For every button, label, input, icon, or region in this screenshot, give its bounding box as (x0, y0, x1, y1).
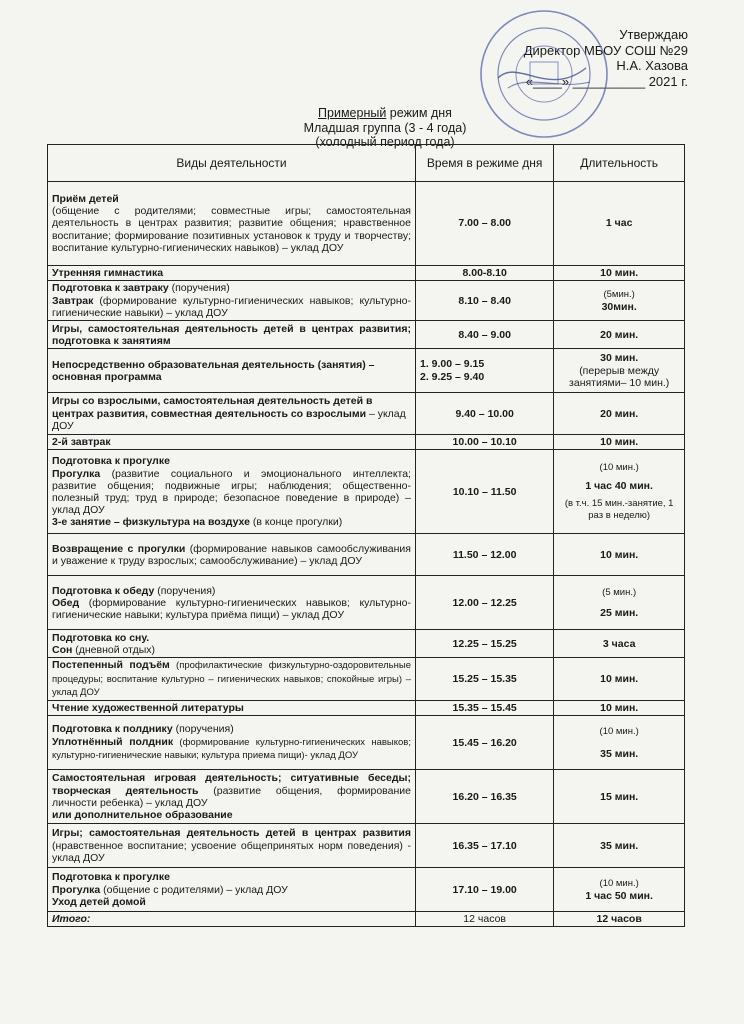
duration-cell: 35 мин. (554, 824, 685, 868)
duration-cell: 15 мин. (554, 770, 685, 824)
activity-cell: Чтение художественной литературы (48, 701, 416, 716)
time-cell: 9.40 – 10.00 (415, 393, 553, 435)
table-row (48, 824, 685, 868)
total-time: 12 часов (415, 912, 553, 927)
doc-period: (холодный период года) (315, 135, 455, 149)
activity-title-3: или дополнительное образование (52, 808, 233, 821)
activity-cell (48, 868, 416, 912)
activity-desc: (общение с родителями) – уклад ДОУ (100, 883, 288, 896)
activity-title-2: Обед (52, 596, 80, 609)
header-activity: Виды деятельности (48, 145, 416, 182)
duration-cell: 10 мин. (554, 701, 685, 716)
activity-title-2: Сон (52, 643, 73, 656)
duration-cell (554, 450, 685, 534)
activity-title-2: Прогулка (52, 883, 101, 896)
activity-cell (48, 770, 416, 824)
activity-cell (48, 824, 416, 868)
total-duration: 12 часов (554, 912, 685, 927)
duration-cell: 20 мин. (554, 393, 685, 435)
activity-note: (поручения) (168, 282, 230, 295)
activity-title: Подготовка к прогулке (52, 455, 170, 468)
activity-title: Самостоятельная игровая деятельность; ситуативные беседы; творческая деятельность (52, 772, 411, 797)
table-row (48, 266, 685, 281)
duration-cell (554, 868, 685, 912)
table-row (48, 658, 685, 701)
activity-cell (48, 182, 416, 266)
activity-title: Подготовка к прогулке (52, 871, 170, 884)
doc-title-rest: режим дня (386, 106, 452, 120)
table-row (48, 868, 685, 912)
activity-title-2: Завтрак (52, 294, 94, 307)
time-cell: 8.40 – 9.00 (415, 321, 553, 349)
duration-prep: (5мин.) (603, 288, 635, 300)
table-row (48, 576, 685, 630)
activity-desc: (формирование культурно-гигиенических навыков; культурно-гигиенические навыки; культура приема пищи)- уклад ДОУ (52, 736, 411, 761)
time-cell: 10.10 – 11.50 (415, 450, 553, 534)
activity-cell (48, 450, 416, 534)
total-row (48, 912, 685, 927)
time-cell: 8.10 – 8.40 (415, 281, 553, 321)
activity-desc: (развитие социального и эмоционального интеллекта; развитие общения; подвижные игры; наблюдения; общественно-полезный труд; труд в природе; безопасное поведение в природе) – уклад ДОУ (52, 467, 411, 517)
duration-prep: (10 мин.) (599, 461, 639, 473)
duration-main: 30мин. (601, 300, 637, 313)
time-cell: 8.00-8.10 (415, 266, 553, 281)
approval-director: Директор МБОУ СОШ №29 (523, 42, 688, 58)
activity-note: (поручения) (154, 584, 216, 597)
lesson-time-2: 2. 9.25 – 9.40 (419, 370, 485, 383)
duration-cell: 3 часа (554, 630, 685, 658)
duration-prep: (10 мин.) (599, 725, 639, 737)
table-row (48, 349, 685, 393)
activity-title: Возвращение с прогулки (52, 542, 186, 555)
time-cell: 11.50 – 12.00 (415, 534, 553, 576)
time-cell: 17.10 – 19.00 (415, 868, 553, 912)
duration-prep: (5 мин.) (602, 586, 637, 598)
activity-desc: (профилактические физкультурно-оздоровительные процедуры; воспитание культурно – гигиенических навыков; спокойные игры) – уклад ДОУ (52, 660, 411, 698)
duration-main: 1 час 40 мин. (585, 479, 653, 492)
approval-line: Утверждаю (619, 27, 688, 42)
schedule-table (47, 144, 685, 927)
time-cell: 12.00 – 12.25 (415, 576, 553, 630)
activity-desc: (развитие общения, формирование личности ребенка) – уклад ДОУ (52, 784, 411, 809)
duration-main: 25 мин. (600, 606, 639, 619)
activity-title: Подготовка к завтраку (52, 282, 169, 295)
time-cell: 16.35 – 17.10 (415, 824, 553, 868)
activity-note: (в конце прогулки) (249, 516, 343, 529)
activity-title-2: Уплотнённый полдник (52, 735, 174, 748)
duration-cell (554, 349, 685, 393)
activity-title-3: 3-е занятие – физкультура на воздухе (52, 516, 250, 529)
table-row (48, 182, 685, 266)
activity-title: Постепенный подъём (52, 659, 170, 672)
activity-title: Приём детей (52, 192, 119, 205)
total-label: Итого: (48, 912, 416, 927)
approval-date-blank: «____» __________ (525, 73, 646, 89)
approval-year: 2021 г. (648, 73, 688, 89)
time-cell (415, 349, 553, 393)
activity-title: Игры со взрослыми, самостоятельная деятельность детей в центрах развития, совместная деятельность со взрослыми (52, 395, 373, 420)
duration-cell (554, 576, 685, 630)
activity-title-2: Прогулка (52, 467, 101, 480)
duration-cell: 20 мин. (554, 321, 685, 349)
table-row (48, 281, 685, 321)
duration-note: (в т.ч. 15 мин.-занятие, 1 раз в неделю) (564, 497, 674, 522)
table-header-row (48, 145, 685, 182)
activity-cell (48, 393, 416, 435)
activity-desc: (дневной отдых) (72, 643, 156, 656)
duration-note: (перерыв между занятиями– 10 мин.) (569, 364, 670, 389)
time-cell: 15.45 – 16.20 (415, 716, 553, 770)
activity-desc: (общение с родителями; совместные игры; самостоятельная деятельность в центрах развития; развитие общения; нравственное воспитание; формирование позитивных установок к труду и творчеству; воспитание культурно-гигиенических навыков) – уклад ДОУ (52, 205, 411, 254)
activity-desc: (нравственное воспитание; усвоение общепринятых норм поведения) - уклад ДОУ (52, 839, 411, 864)
table-row (48, 450, 685, 534)
time-cell: 10.00 – 10.10 (415, 435, 553, 450)
activity-desc: (формирование навыков самообслуживания и уважение к труду взрослых; самообслуживание) – уклад ДОУ (52, 542, 411, 567)
table-row (48, 630, 685, 658)
time-cell: 15.35 – 15.45 (415, 701, 553, 716)
duration-prep: (10 мин.) (599, 877, 639, 889)
activity-desc: (формирование культурно-гигиенических навыков; культурно-гигиенические навыки; культура приёма пищи) – уклад ДОУ (52, 596, 411, 621)
doc-title-underlined: Примерный (318, 106, 387, 120)
activity-cell: Игры, самостоятельная деятельность детей в центрах развития; подготовка к занятиям (48, 321, 416, 349)
time-cell: 7.00 – 8.00 (415, 182, 553, 266)
activity-cell (48, 576, 416, 630)
activity-cell (48, 281, 416, 321)
doc-group: Младшая группа (3 - 4 года) (303, 120, 467, 135)
time-cell: 16.20 – 16.35 (415, 770, 553, 824)
duration-main: 35 мин. (600, 747, 639, 760)
activity-cell (48, 658, 416, 701)
activity-cell: 2-й завтрак (48, 435, 416, 450)
time-cell: 12.25 – 15.25 (415, 630, 553, 658)
activity-title: Подготовка к полднику (52, 723, 173, 736)
activity-cell (48, 534, 416, 576)
duration-cell: 10 мин. (554, 534, 685, 576)
approval-name: Н.А. Хазова (616, 58, 688, 73)
activity-desc: (формирование культурно-гигиенических навыков; культурно-гигиенические навыки) – уклад ДОУ (52, 294, 411, 319)
table-row (48, 321, 685, 349)
duration-main: 1 час 50 мин. (585, 889, 653, 902)
activity-title: Подготовка к обеду (52, 584, 155, 597)
activity-title: Подготовка ко сну. (52, 631, 150, 644)
activity-cell (48, 630, 416, 658)
table-row (48, 770, 685, 824)
table-row (48, 393, 685, 435)
activity-cell: Утренняя гимнастика (48, 266, 416, 281)
duration-cell (554, 716, 685, 770)
table-row (48, 534, 685, 576)
duration-cell: 10 мин. (554, 658, 685, 701)
time-cell: 15.25 – 15.35 (415, 658, 553, 701)
duration-cell: 10 мин. (554, 266, 685, 281)
document-heading (150, 106, 620, 150)
table-row (48, 701, 685, 716)
header-time: Время в режиме дня (415, 145, 553, 182)
activity-title-3: Уход детей домой (52, 895, 146, 908)
table-row (48, 435, 685, 450)
activity-cell: Непосредственно образовательная деятельность (занятия) – основная программа (48, 349, 416, 393)
duration-cell (554, 281, 685, 321)
activity-title: Игры; самостоятельная деятельность детей в центрах развития (52, 827, 411, 840)
lesson-time-1: 1. 9.00 – 9.15 (419, 357, 485, 370)
duration-cell: 10 мин. (554, 435, 685, 450)
activity-cell (48, 716, 416, 770)
table-row (48, 716, 685, 770)
duration-cell: 1 час (554, 182, 685, 266)
activity-desc: – уклад ДОУ (52, 407, 406, 432)
header-duration: Длительность (554, 145, 685, 182)
duration-main: 30 мин. (600, 352, 639, 365)
doc-title (150, 106, 620, 121)
activity-note: (поручения) (172, 723, 234, 736)
